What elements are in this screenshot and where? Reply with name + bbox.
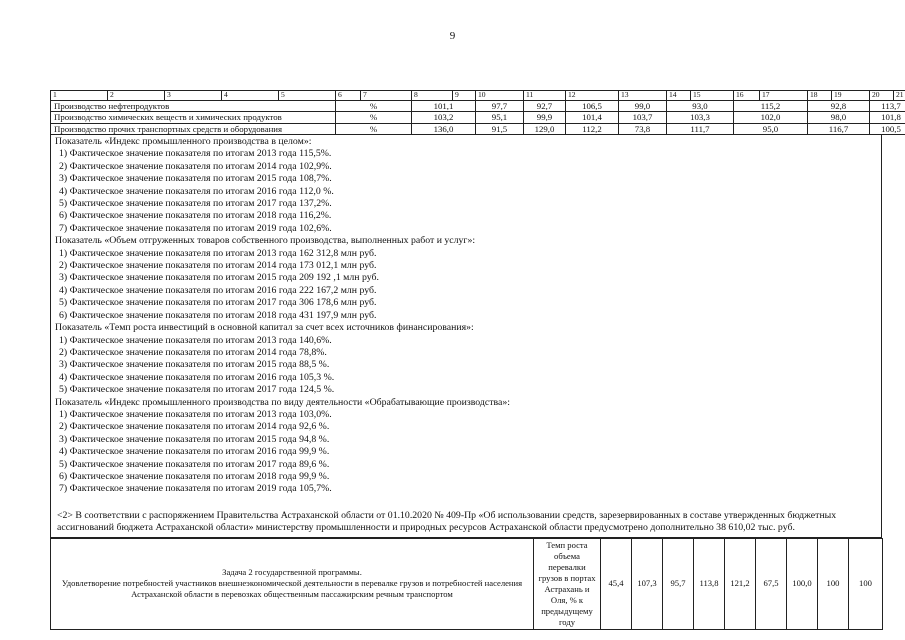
indicator-section	[55, 235, 877, 322]
list-item: 6) Фактическое значение показателя по итогам 2018 года 431 197,9 млн руб.	[59, 309, 377, 321]
list-item: 3) Фактическое значение показателя по итогам 2015 года 94,8 %.	[59, 433, 330, 445]
row-name: Производство прочих транспортных средств и оборудования	[51, 123, 336, 134]
indicator-section	[55, 397, 877, 496]
list-item: 4) Фактическое значение показателя по итогам 2016 года 112,0 %.	[59, 185, 334, 197]
footnote	[55, 510, 877, 534]
list-item: 1) Фактическое значение показателя по итогам 2013 года 103,0%.	[59, 408, 332, 420]
row-value: 106,5	[566, 100, 619, 111]
list-item: 5) Фактическое значение показателя по итогам 2017 года 89,6 %.	[59, 458, 330, 470]
row-unit: %	[336, 123, 412, 134]
task-value: 107,3	[632, 538, 663, 629]
row-value: 99,0	[619, 100, 667, 111]
row-value: 111,7	[667, 123, 734, 134]
row-value: 95,1	[476, 112, 524, 123]
list-item: 1) Фактическое значение показателя по итогам 2013 года 162 312,8 млн руб.	[59, 247, 377, 259]
column-number: 14	[667, 91, 691, 101]
task-value: 100,0	[787, 538, 818, 629]
list-item: 7) Фактическое значение показателя по итогам 2019 года 105,7%.	[59, 483, 332, 495]
row-value: 101,1	[412, 100, 476, 111]
table-row	[51, 123, 905, 134]
task-value: 95,7	[663, 538, 694, 629]
row-value: 95,0	[734, 123, 808, 134]
list-item: 4) Фактическое значение показателя по итогам 2016 года 105,3 %.	[59, 371, 335, 383]
task-value: 100	[849, 538, 883, 629]
table-row	[51, 112, 905, 123]
task-value: 100	[818, 538, 849, 629]
task-value: 113,8	[694, 538, 725, 629]
page-number: 9	[449, 30, 456, 42]
row-value: 100,5	[870, 123, 905, 134]
list-item: 2) Фактическое значение показателя по итогам 2014 года 78,8%.	[59, 346, 327, 358]
document-sheet	[50, 90, 904, 630]
list-item: 4) Фактическое значение показателя по итогам 2016 года 222 167,2 млн руб.	[59, 284, 377, 296]
list-item: 1) Фактическое значение показателя по итогам 2013 года 140,6%.	[59, 334, 332, 346]
list-item: 3) Фактическое значение показателя по итогам 2015 года 108,7%.	[59, 173, 332, 185]
column-number: 5	[279, 91, 336, 101]
row-value: 103,2	[412, 112, 476, 123]
row-value: 93,0	[667, 100, 734, 111]
row-name: Производство химических веществ и химических продуктов	[51, 112, 336, 123]
section-header: Показатель «Объем отгруженных товаров собственного производства, выполненных работ и услуг»:	[55, 235, 476, 247]
column-number: 20	[870, 91, 894, 101]
row-unit: %	[336, 112, 412, 123]
column-number: 6	[336, 91, 361, 101]
row-value: 102,0	[734, 112, 808, 123]
list-item: 6) Фактическое значение показателя по итогам 2018 года 99,9 %.	[59, 470, 330, 482]
row-value: 73,8	[619, 123, 667, 134]
column-number: 12	[566, 91, 619, 101]
list-item: 5) Фактическое значение показателя по итогам 2017 года 306 178,6 млн руб.	[59, 297, 377, 309]
table-row	[51, 100, 905, 111]
indicators-text-block	[50, 135, 882, 538]
task-indicator: Темп роста объема перевалки грузов в портах Астрахань и Оля, % к предыдущему году	[534, 538, 601, 629]
list-item: 1) Фактическое значение показателя по итогам 2013 года 115,5%.	[59, 148, 332, 160]
column-number: 2	[108, 91, 165, 101]
column-numbers-row	[51, 91, 905, 101]
row-value: 101,8	[870, 112, 905, 123]
column-number: 8	[412, 91, 453, 101]
row-value: 115,2	[734, 100, 808, 111]
footnote-marker: <2>	[57, 509, 73, 521]
column-number: 3	[165, 91, 222, 101]
row-value: 98,0	[808, 112, 870, 123]
indicators-table	[50, 90, 905, 135]
task-row	[51, 538, 883, 629]
column-number: 18	[808, 91, 832, 101]
column-number: 19	[832, 91, 870, 101]
indicator-section	[55, 136, 877, 235]
list-item: 4) Фактическое значение показателя по итогам 2016 года 99,9 %.	[59, 446, 330, 458]
row-value: 91,5	[476, 123, 524, 134]
row-value: 92,8	[808, 100, 870, 111]
list-item: 2) Фактическое значение показателя по итогам 2014 года 92,6 %.	[59, 421, 330, 433]
list-item: 2) Фактическое значение показателя по итогам 2014 года 173 012,1 млн руб.	[59, 260, 377, 272]
column-number: 21	[894, 91, 905, 101]
column-number: 11	[524, 91, 566, 101]
task-title: Задача 2 государственной программы.	[222, 567, 362, 578]
indicator-section	[55, 322, 877, 396]
task-value: 121,2	[725, 538, 756, 629]
task-value: 45,4	[601, 538, 632, 629]
row-value: 103,3	[667, 112, 734, 123]
list-item: 3) Фактическое значение показателя по итогам 2015 года 209 192 ,1 млн руб.	[59, 272, 379, 284]
row-value: 97,7	[476, 100, 524, 111]
list-item: 6) Фактическое значение показателя по итогам 2018 года 116,2%.	[59, 210, 332, 222]
row-value: 116,7	[808, 123, 870, 134]
row-value: 101,4	[566, 112, 619, 123]
row-value: 136,0	[412, 123, 476, 134]
column-number: 15	[691, 91, 734, 101]
task-description-cell	[51, 538, 534, 629]
list-item: 2) Фактическое значение показателя по итогам 2014 года 102,9%.	[59, 160, 332, 172]
list-item: 3) Фактическое значение показателя по итогам 2015 года 88,5 %.	[59, 359, 330, 371]
column-number: 7	[361, 91, 412, 101]
column-number: 16	[734, 91, 760, 101]
row-value: 129,0	[524, 123, 566, 134]
column-number: 9	[453, 91, 476, 101]
column-number: 1	[51, 91, 108, 101]
column-number: 13	[619, 91, 667, 101]
row-value: 99,9	[524, 112, 566, 123]
list-item: 5) Фактическое значение показателя по итогам 2017 года 124,5 %.	[59, 384, 335, 396]
section-header: Показатель «Индекс промышленного производства по виду деятельности «Обрабатывающие производства»:	[55, 396, 510, 408]
section-header: Показатель «Индекс промышленного производства в целом»:	[55, 136, 312, 148]
section-header: Показатель «Темп роста инвестиций в основной капитал за счет всех источников финансирования»:	[55, 322, 474, 334]
column-number: 17	[760, 91, 808, 101]
list-item: 5) Фактическое значение показателя по итогам 2017 года 137,2%.	[59, 198, 332, 210]
list-item: 7) Фактическое значение показателя по итогам 2019 года 102,6%.	[59, 222, 332, 234]
task-value: 67,5	[756, 538, 787, 629]
row-value: 92,7	[524, 100, 566, 111]
task-description: Удовлетворение потребностей участников внешнеэкономической деятельности в перевалке грузов и потребностей населения Астраханской области в перевозках общественным пассажирским речным транспортом	[61, 578, 523, 600]
row-value: 103,7	[619, 112, 667, 123]
row-value: 112,2	[566, 123, 619, 134]
row-value: 113,7	[870, 100, 905, 111]
footnote-text: В соответствии с распоряжением Правительства Астраханской области от 01.10.2020 № 409-Пр «Об использовании средств, зарезервированных в составе утвержденных бюджетных ассигнований бюджета Астраханской области» министерству промышленности и природных ресурсов Астраханской области предусмотрено дополнительно 38 610,02 тыс. руб.	[57, 509, 837, 533]
task-table	[50, 538, 883, 630]
row-unit: %	[336, 100, 412, 111]
column-number: 4	[222, 91, 279, 101]
row-name: Производство нефтепродуктов	[51, 100, 336, 111]
column-number: 10	[476, 91, 524, 101]
